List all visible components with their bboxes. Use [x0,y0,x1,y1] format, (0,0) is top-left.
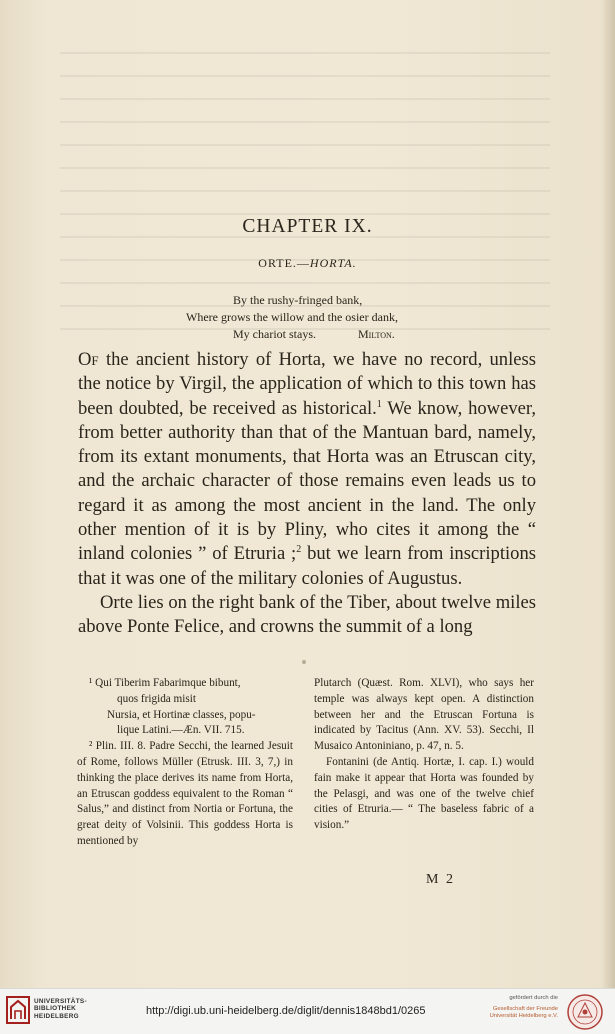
footnote-line: lique Latini.—Æn. VII. 715. [117,724,245,737]
funder-line: Gesellschaft der Freunde [492,1006,558,1012]
signature-mark: M 2 [426,872,455,887]
chapter-subtitle [0,256,615,271]
paragraph-text: We know, however, from better authority than that of the Mantuan bard, namely, from its extant monuments, that Horta was an Etruscan city, and the archaic character of those remains even leads us to regard it as among the most ancient in the land. The only other mention of it is by Pliny, who cites it among the “ inland colonies ” of Etruria ; [78,397,537,565]
chapter-heading: CHAPTER IX. [242,216,373,237]
footnote-line: Nursia, et Hortinæ classes, popu- [107,708,256,721]
main-text [78,348,536,640]
footnote-column-left [77,676,293,850]
library-line: BIBLIOTHEK [34,1005,77,1013]
paragraph: Orte lies on the right bank of the Tiber, about twelve miles above Ponte Felice, and crowns the summit of a long [78,591,536,638]
paragraph-lead: Of [78,349,99,370]
epigraph-author: Milton. [358,327,395,341]
footnote: ² Plin. III. 8. Padre Secchi, the learned Jesuit of Rome, follows Müller (Etrusk. III. 3, 7,) in thinking the place derives its name from Horta, an Etruscan goddess equivalent to the Roman “ Salus,” and distinct from Nortia or Fortuna, the great deity of Volsinii. This goddess Horta is mentioned by [77,740,293,847]
footnote-ref: 2 [296,544,302,556]
subtitle-italic: HORTA. [309,256,357,270]
footnote: Plutarch (Quæst. Rom. XLVI), who says her temple was always kept open. A distinction between her and the Etruscan Fortuna is indicated by Tacitus (Ann. XV. 53). Secchi, Il Musaico Antoniniano, p. 47, n. 5. [314,677,534,753]
funder-line: Universität Heidelberg e.V. [489,1013,558,1019]
university-library-logo[interactable] [6,995,30,1025]
subtitle-plain: ORTE.— [258,256,310,270]
footnote: Fontanini (de Antiq. Hortæ, I. cap. I.) would fain make it appear that Horta was founded by the Pelasgi, and was one of the twelve chief cities of Etruria.— “ The baseless fabric of a vision.” [314,755,534,832]
paragraph-text: but we learn from inscriptions that it was one of the military colonies of Augustus. [78,543,536,589]
university-seal-icon[interactable] [566,993,604,1031]
library-line: UNIVERSITÄTS- [34,998,87,1005]
epigraph-line: Where grows the willow and the osier dank, [186,310,398,324]
footnote-line: quos frigida misit [117,692,196,705]
library-name [34,998,87,1020]
epigraph-line: My chariot stays. [233,327,316,341]
viewer-footer [0,988,615,1034]
footnote-ref: 1 [376,398,382,410]
footnote-column-right [314,676,534,834]
library-line: HEIDELBERG [34,1012,79,1020]
funding-note [478,995,558,1020]
page-edge-shadow [601,0,615,988]
funded-by-label: gefördert durch die [509,995,558,1001]
paragraph [78,348,536,591]
footnote-line: ¹ Qui Tiberim Fabarimque bibunt, [89,677,241,689]
epigraph-line: By the rushy-fringed bank, [233,293,363,307]
paragraph-text: the ancient history of Horta, we have no record, unless the notice by Virgil, the application of which to this town has been doubted, be received as historical. [78,349,536,419]
show-through-text [60,52,550,332]
mark-dot [302,660,306,664]
permalink-url[interactable]: http://digi.ub.uni-heidelberg.de/diglit/dennis1848bd1/0265 [146,1005,426,1017]
